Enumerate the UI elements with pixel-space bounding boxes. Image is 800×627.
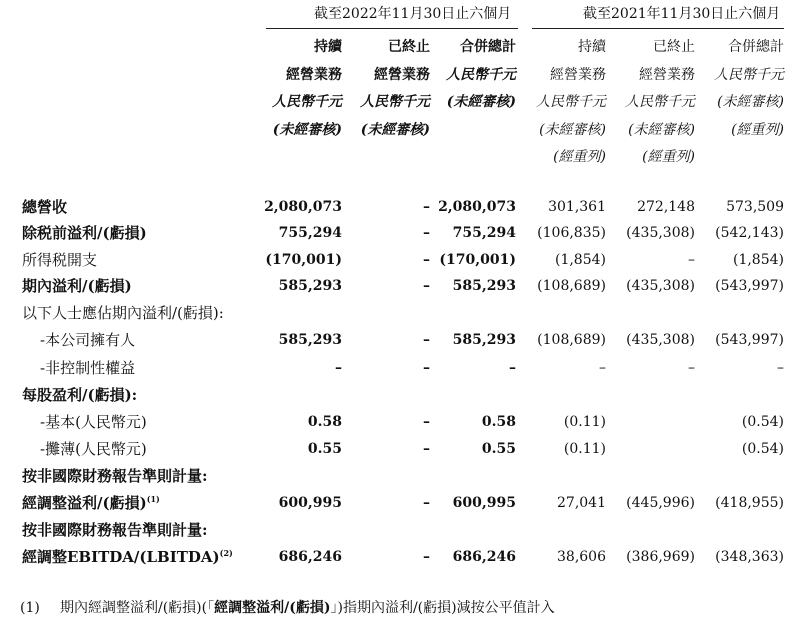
- table-cell: 0.58: [307, 414, 342, 430]
- table-row: [0, 302, 800, 324]
- table-cell: (108,689): [537, 278, 606, 294]
- period-2021-header: 截至2021年11月30日止六個月: [583, 6, 781, 22]
- column-header-line2: 經營業務: [639, 66, 695, 83]
- table-cell: (0.54): [741, 441, 784, 457]
- table-cell: 2,080,073: [438, 199, 516, 215]
- table-cell: –: [423, 252, 430, 268]
- row-label: 以下人士應佔期內溢利/(虧損):: [22, 304, 224, 322]
- table-cell: 755,294: [278, 225, 342, 241]
- row-label: -攤薄(人民幣元): [40, 440, 147, 458]
- table-cell: –: [688, 252, 695, 268]
- period-2022-rule: [266, 28, 518, 29]
- column-header-restated: (經重列): [642, 149, 695, 165]
- table-row: [0, 357, 800, 379]
- footnote-marker: (1): [20, 600, 40, 616]
- table-cell: –: [777, 360, 784, 376]
- row-label: 期內溢利/(虧損): [22, 277, 132, 295]
- table-cell: (170,001): [439, 252, 516, 268]
- row-label: -本公司擁有人: [40, 331, 136, 349]
- table-cell: 755,294: [452, 225, 516, 241]
- table-cell: (108,689): [537, 332, 606, 348]
- column-header-audit: (未經審核): [539, 121, 606, 138]
- table-cell: –: [599, 360, 606, 376]
- row-label: [22, 546, 233, 568]
- table-cell: (418,955): [715, 495, 784, 511]
- table-row: [0, 275, 800, 297]
- table-row: [0, 249, 800, 271]
- column-header-line1: 持續: [578, 39, 606, 55]
- table-cell: 600,995: [452, 495, 516, 511]
- table-cell: 38,606: [557, 549, 606, 565]
- column-header-audit: (未經審核): [360, 121, 430, 138]
- table-cell: –: [423, 225, 430, 241]
- table-cell: (0.54): [741, 414, 784, 430]
- row-label: -基本(人民幣元): [40, 413, 147, 431]
- table-row: [0, 411, 800, 433]
- column-header-currency: 人民幣千元: [536, 94, 606, 110]
- table-cell: 585,293: [278, 278, 342, 294]
- table-cell: –: [335, 360, 342, 376]
- row-label: 按非國際財務報告準則計量:: [22, 521, 208, 539]
- column-header-currency: 人民幣千元: [625, 94, 695, 110]
- column-header-2021-discontinued: [607, 34, 695, 172]
- column-header-2021-total: [696, 34, 784, 144]
- table-cell: (543,997): [715, 278, 784, 294]
- table-row: [0, 384, 800, 406]
- column-header-restated: (經重列): [553, 149, 606, 165]
- table-cell: 0.58: [481, 414, 516, 430]
- column-header-line2: 經營業務: [286, 66, 342, 83]
- column-header-currency: 人民幣千元: [360, 94, 430, 110]
- column-header-line1: 已終止: [388, 39, 430, 55]
- column-header-line1: 持續: [314, 39, 342, 55]
- row-label: 除税前溢利/(虧損): [22, 224, 147, 242]
- table-cell: (445,996): [626, 495, 695, 511]
- row-label: 所得税開支: [22, 251, 98, 269]
- table-cell: –: [509, 360, 516, 376]
- column-header-2021-continuing: [518, 34, 606, 172]
- table-cell: (106,835): [537, 225, 606, 241]
- table-cell: –: [423, 199, 430, 215]
- table-cell: 272,148: [637, 199, 695, 215]
- table-cell: (542,143): [715, 225, 784, 241]
- table-cell: 0.55: [307, 441, 342, 457]
- column-header-line2: 合併總計: [460, 39, 516, 55]
- table-cell: (348,363): [715, 549, 784, 565]
- table-cell: –: [423, 332, 430, 348]
- period-2021-rule: [532, 28, 784, 29]
- table-cell: (0.11): [563, 414, 606, 430]
- table-cell: (1,854): [732, 252, 784, 268]
- row-label: 總營收: [22, 198, 68, 216]
- row-label: 按非國際財務報告準則計量:: [22, 467, 208, 485]
- column-header-2022-total: [428, 34, 516, 117]
- table-cell: (435,308): [626, 278, 695, 294]
- column-header-2022-continuing: [254, 34, 342, 144]
- table-row: [0, 492, 800, 514]
- table-row: [0, 519, 800, 541]
- column-header-currency: 人民幣千元: [272, 94, 342, 110]
- table-cell: (435,308): [626, 225, 695, 241]
- column-header-line2: 經營業務: [550, 66, 606, 83]
- table-cell: 686,246: [278, 549, 342, 565]
- table-cell: –: [423, 549, 430, 565]
- row-label-text: 經調整EBITDA/(LBITDA): [22, 548, 220, 566]
- table-row: [0, 546, 800, 568]
- table-cell: –: [423, 360, 430, 376]
- row-label: [22, 492, 160, 514]
- footnote-text-b: 」)指期內溢利/(虧損)減按公平值計入: [330, 600, 555, 616]
- column-header-audit: (未經審核): [446, 94, 516, 110]
- table-cell: (1,854): [554, 252, 606, 268]
- table-cell: 301,361: [548, 199, 606, 215]
- period-2022-header: 截至2022年11月30日止六個月: [314, 6, 512, 22]
- column-header-restated: (經重列): [731, 121, 784, 138]
- table-cell: –: [423, 495, 430, 511]
- table-cell: 585,293: [452, 332, 516, 348]
- footnote-ref: (2): [219, 548, 233, 558]
- column-header-line2: 合併總計: [728, 39, 784, 55]
- table-cell: 585,293: [452, 278, 516, 294]
- table-row: [0, 196, 800, 218]
- table-cell: –: [423, 278, 430, 294]
- table-cell: (543,997): [715, 332, 784, 348]
- row-label-text: 經調整溢利/(虧損): [22, 494, 147, 512]
- table-cell: –: [423, 414, 430, 430]
- column-header-currency: 人民幣千元: [446, 66, 516, 83]
- table-cell: 0.55: [481, 441, 516, 457]
- column-header-audit: (未經審核): [628, 121, 695, 138]
- table-cell: 573,509: [726, 199, 784, 215]
- table-cell: 600,995: [278, 495, 342, 511]
- table-row: [0, 465, 800, 487]
- table-cell: –: [688, 360, 695, 376]
- row-label: -非控制性權益: [40, 359, 136, 377]
- table-cell: (386,969): [626, 549, 695, 565]
- row-label: 每股盈利/(虧損):: [22, 386, 138, 404]
- table-cell: 686,246: [452, 549, 516, 565]
- footnote: [20, 598, 555, 618]
- table-cell: (170,001): [265, 252, 342, 268]
- table-cell: 2,080,073: [264, 199, 342, 215]
- column-header-audit: (未經審核): [272, 121, 342, 138]
- column-header-currency: 人民幣千元: [714, 66, 784, 83]
- table-cell: –: [423, 441, 430, 457]
- footnote-ref: (1): [146, 494, 160, 504]
- column-header-2022-discontinued: [342, 34, 430, 144]
- table-row: [0, 329, 800, 351]
- table-cell: (0.11): [563, 441, 606, 457]
- table-cell: 585,293: [278, 332, 342, 348]
- column-header-audit: (未經審核): [717, 94, 784, 110]
- footnote-text-bold: 經調整溢利/(虧損): [214, 600, 331, 616]
- table-cell: 27,041: [557, 495, 606, 511]
- column-header-line1: 已終止: [653, 39, 695, 55]
- table-row: [0, 438, 800, 460]
- footnote-text-a: 期內經調整溢利/(虧損)(「: [60, 600, 215, 616]
- table-row: [0, 222, 800, 244]
- table-cell: (435,308): [626, 332, 695, 348]
- column-header-line2: 經營業務: [374, 66, 430, 83]
